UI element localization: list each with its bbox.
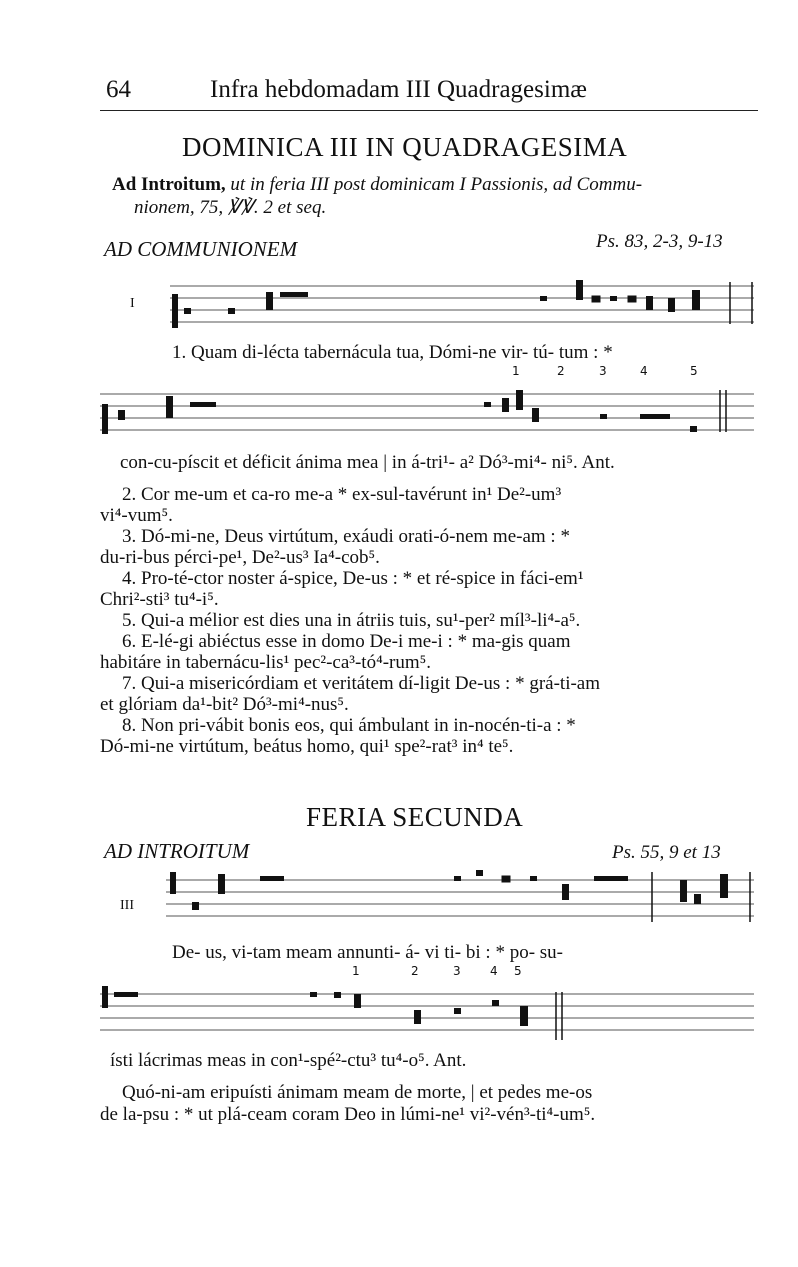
verse-line: 3. Dó-mi-ne, Deus virtútum, exáudi orati-ó-nem me-am : * [122,526,570,547]
tone-number-1: 1 [352,964,360,978]
verse-line: 4. Pro-té-ctor noster á-spice, De-us : * et ré-spice in fáci-em¹ [122,568,584,589]
verse-line: Chri²-sti³ tu⁴-i⁵. [100,589,219,610]
chant-text-communion-2: con-cu-píscit et déficit ánima mea | in á-tri¹- a² Dó³-mi⁴- ni⁵. Ant. [120,452,615,473]
intro-note-line1 [112,174,642,196]
chant-staff-2 [100,380,754,450]
mode-number-2: III [120,898,134,913]
verse-line: et glóriam da¹-bit² Dó³-mi⁴-nus⁵. [100,694,349,715]
chant-staff-1 [100,268,754,338]
verse-line: Dó-mi-ne virtútum, beátus homo, qui¹ spe²-rat³ in⁴ te⁵. [100,736,514,757]
intro-note-lead: Ad Introitum, [112,174,226,195]
header-rule [100,110,758,111]
chant-text-introit-1: De- us, vi-tam meam annunti- á- vi ti- bi : * po- su- [172,942,563,963]
tone-number-2: 2 [411,964,419,978]
psalm-ref-2: Ps. 55, 9 et 13 [612,842,721,863]
tone-number-3: 3 [453,964,461,978]
verse-line: vi⁴-vum⁵. [100,505,173,526]
chant-text-introit-2: ísti lácrimas meas in con¹-spé²-ctu³ tu⁴-o⁵. Ant. [110,1050,467,1071]
verse-line: habitáre in tabernácu-lis¹ pec²-ca³-tó⁴-rum⁵. [100,652,432,673]
verse-line: 5. Qui-a mélior est dies una in átriis tuis, su¹-per² míl³-li⁴-a⁵. [122,610,581,631]
chant-text-communion-1: 1. Quam di-lécta tabernácula tua, Dómi-ne vir- tú- tum : * [172,342,613,363]
verse-line: 2. Cor me-um et ca-ro me-a * ex-sul-tavérunt in¹ De²-um³ [122,484,562,505]
verse-line: 6. E-lé-gi abiéctus esse in domo De-i me-i : * ma-gis quam [122,631,571,652]
page-header [100,72,760,108]
section-title-dominica: DOMINICA III IN QUADRAGESIMA [182,132,628,162]
tone-number-2: 2 [557,364,565,378]
intro-note-line2: nionem, 75, ℣℣. 2 et seq. [134,197,327,218]
page-number: 64 [106,76,131,103]
running-title: Infra hebdomadam III Quadragesimæ [210,76,587,103]
verse-line: 8. Non pri-vábit bonis eos, qui ámbulant in in-nocén-ti-a : * [122,715,576,736]
mode-number-1: I [130,296,135,311]
chant-staff-4 [100,980,754,1050]
antiphon-line-1: Quó-ni-am eripuísti ánimam meam de morte, | et pedes me-os [122,1082,593,1103]
verse-line: 7. Qui-a misericórdiam et veritátem dí-ligit De-us : * grá-ti-am [122,673,601,694]
tone-number-3: 3 [599,364,607,378]
tone-number-4: 4 [640,364,648,378]
tone-number-1: 1 [512,364,520,378]
chant-staff-3 [100,866,754,936]
tone-number-5: 5 [690,364,698,378]
section-title-feria: FERIA SECUNDA [306,802,524,832]
piece-label-introitum: AD INTROITUM [104,839,250,863]
tone-number-5: 5 [514,964,522,978]
intro-note-text: ut in feria III post dominicam I Passionis, ad Commu- [225,174,643,195]
verse-line: du-ri-bus pérci-pe¹, De²-us³ Ia⁴-cob⁵. [100,547,380,568]
psalm-verses [100,484,760,757]
psalm-ref-1: Ps. 83, 2-3, 9-13 [596,231,723,252]
antiphon-line-2: de la-psu : * ut plá-ceam coram Deo in lúmi-ne¹ vi²-vén³-ti⁴-um⁵. [100,1104,596,1125]
piece-label-communionem: AD COMMUNIONEM [104,237,298,261]
tone-number-4: 4 [490,964,498,978]
